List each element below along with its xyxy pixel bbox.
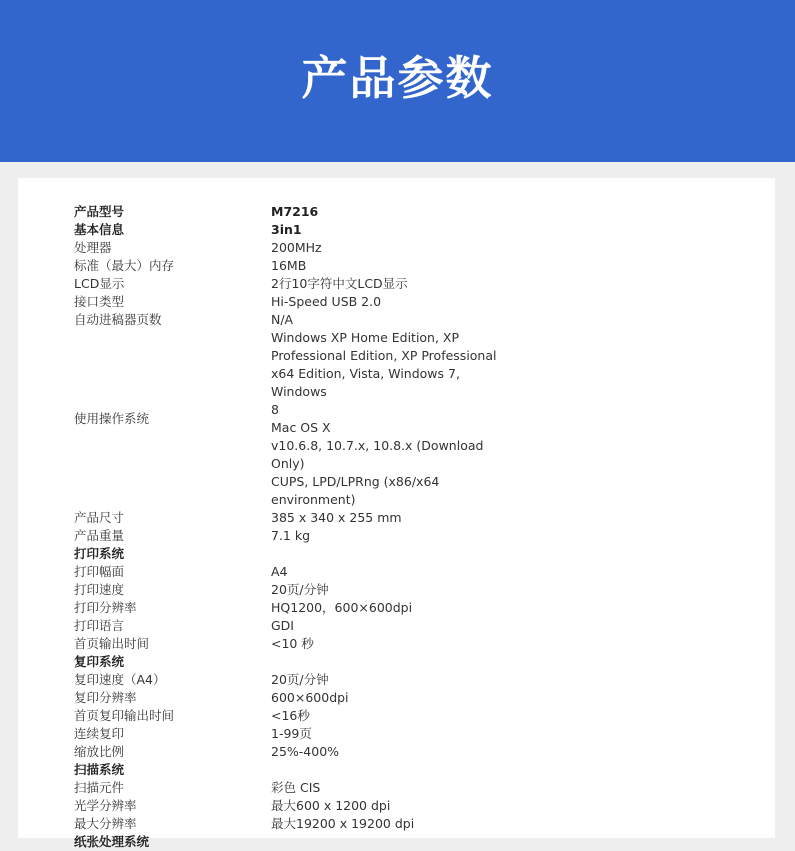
spec-table [74,203,511,851]
spec-value-line: 20页/分钟 [271,672,329,687]
section-heading: 扫描系统 [74,762,125,777]
spec-value-line: GDI [271,618,294,633]
spec-row [74,203,511,221]
section-row [74,221,511,239]
section-heading: 基本信息 [74,222,125,237]
spec-value [271,635,511,653]
spec-value-line: 200MHz [271,240,322,255]
spec-row [74,311,511,329]
spec-value [271,329,511,509]
spec-value-line: Mac OS X [271,420,331,435]
spec-value-line: 最大19200 x 19200 dpi [271,816,415,831]
spec-label: 打印分辨率 [74,600,137,615]
spec-label: 接口类型 [74,294,125,309]
spec-value [271,617,511,635]
spec-row [74,527,511,545]
spec-row [74,815,511,833]
header-banner [0,0,795,162]
spec-value [271,779,511,797]
spec-value [271,581,511,599]
spec-value [271,239,511,257]
spec-value-line: Windows XP Home Edition, XP [271,330,460,345]
spec-value [271,743,511,761]
section-heading: 打印系统 [74,546,125,561]
spec-value-line: M7216 [271,204,319,219]
spec-row [74,779,511,797]
spec-value-line: <16秒 [271,708,310,723]
section-row [74,545,511,563]
section-row [74,653,511,671]
spec-value [271,761,511,779]
spec-label: 使用操作系统 [74,411,150,426]
section-row [74,833,511,851]
spec-row [74,329,511,509]
spec-value-line: 7.1 kg [271,528,311,543]
spec-value-line: Professional Edition, XP Professional [271,348,497,363]
spec-table-body [74,203,511,851]
spec-label: 最大分辨率 [74,816,137,831]
spec-row [74,671,511,689]
spec-row [74,581,511,599]
spec-row [74,293,511,311]
spec-row [74,239,511,257]
spec-row [74,617,511,635]
spec-row [74,275,511,293]
spec-label: 首页复印输出时间 [74,708,175,723]
section-heading: 纸张处理系统 [74,834,150,849]
spec-label: 连续复印 [74,726,125,741]
spec-value-line: A4 [271,564,288,579]
spec-value [271,311,511,329]
spec-value-line: N/A [271,312,294,327]
spec-value [271,707,511,725]
spec-row [74,563,511,581]
spec-value [271,653,511,671]
spec-value [271,221,511,239]
spec-label: 打印幅面 [74,564,125,579]
page-title: 产品参数 [301,51,494,105]
spec-label: 产品尺寸 [74,510,125,525]
spec-label: 复印分辨率 [74,690,137,705]
spec-label: 产品重量 [74,528,125,543]
spec-label: 光学分辨率 [74,798,137,813]
spec-row [74,689,511,707]
spec-label: 打印速度 [74,582,125,597]
spec-value-line: 彩色 CIS [271,780,321,795]
spec-value-line: 25%-400% [271,744,340,759]
spec-value [271,833,511,851]
spec-label: 打印语言 [74,618,125,633]
spec-row [74,509,511,527]
spec-value [271,599,511,617]
spec-label: 扫描元件 [74,780,125,795]
spec-value-line: v10.6.8, 10.7.x, 10.8.x (Download Only) [271,438,484,471]
spec-value-line: 600×600dpi [271,690,349,705]
spec-label: 标准（最大）内存 [74,258,175,273]
spec-value-line: Hi-Speed USB 2.0 [271,294,382,309]
spec-row [74,725,511,743]
spec-value-line: 8 [271,402,279,417]
spec-row [74,635,511,653]
spec-label: 产品型号 [74,204,125,219]
spec-value [271,671,511,689]
spec-value-line: 385 x 340 x 255 mm [271,510,402,525]
spec-value [271,545,511,563]
spec-label: 自动进稿器页数 [74,312,162,327]
spec-value-line: x64 Edition, Vista, Windows 7, Windows [271,366,460,399]
spec-value [271,293,511,311]
spec-row [74,797,511,815]
spec-value-line: 3in1 [271,222,302,237]
spec-value-line: 20页/分钟 [271,582,329,597]
spec-value [271,815,511,833]
spec-label: 复印速度（A4） [74,672,166,687]
spec-label: 缩放比例 [74,744,125,759]
spec-label: LCD显示 [74,276,125,291]
section-row [74,761,511,779]
spec-value [271,797,511,815]
spec-value [271,203,511,221]
spec-value [271,527,511,545]
spec-row [74,257,511,275]
spec-label: 首页输出时间 [74,636,150,651]
spec-value-line: HQ1200，600×600dpi [271,600,413,615]
spec-row [74,743,511,761]
spec-value [271,689,511,707]
spec-card [18,178,775,849]
spec-value [271,563,511,581]
spec-value [271,725,511,743]
spec-value-line: <10 秒 [271,636,314,651]
spec-label: 处理器 [74,240,112,255]
spec-value-line: 2行10字符中文LCD显示 [271,276,408,291]
spec-row [74,707,511,725]
section-heading: 复印系统 [74,654,125,669]
spec-value-line: 16MB [271,258,307,273]
spec-row [74,599,511,617]
spec-value [271,257,511,275]
spec-value-line: 1-99页 [271,726,312,741]
spec-value-line: 最大600 x 1200 dpi [271,798,391,813]
spec-value-line: CUPS, LPD/LPRng (x86/x64 [271,474,440,489]
spec-value [271,275,511,293]
spec-value-line: environment) [271,492,356,507]
spec-value [271,509,511,527]
